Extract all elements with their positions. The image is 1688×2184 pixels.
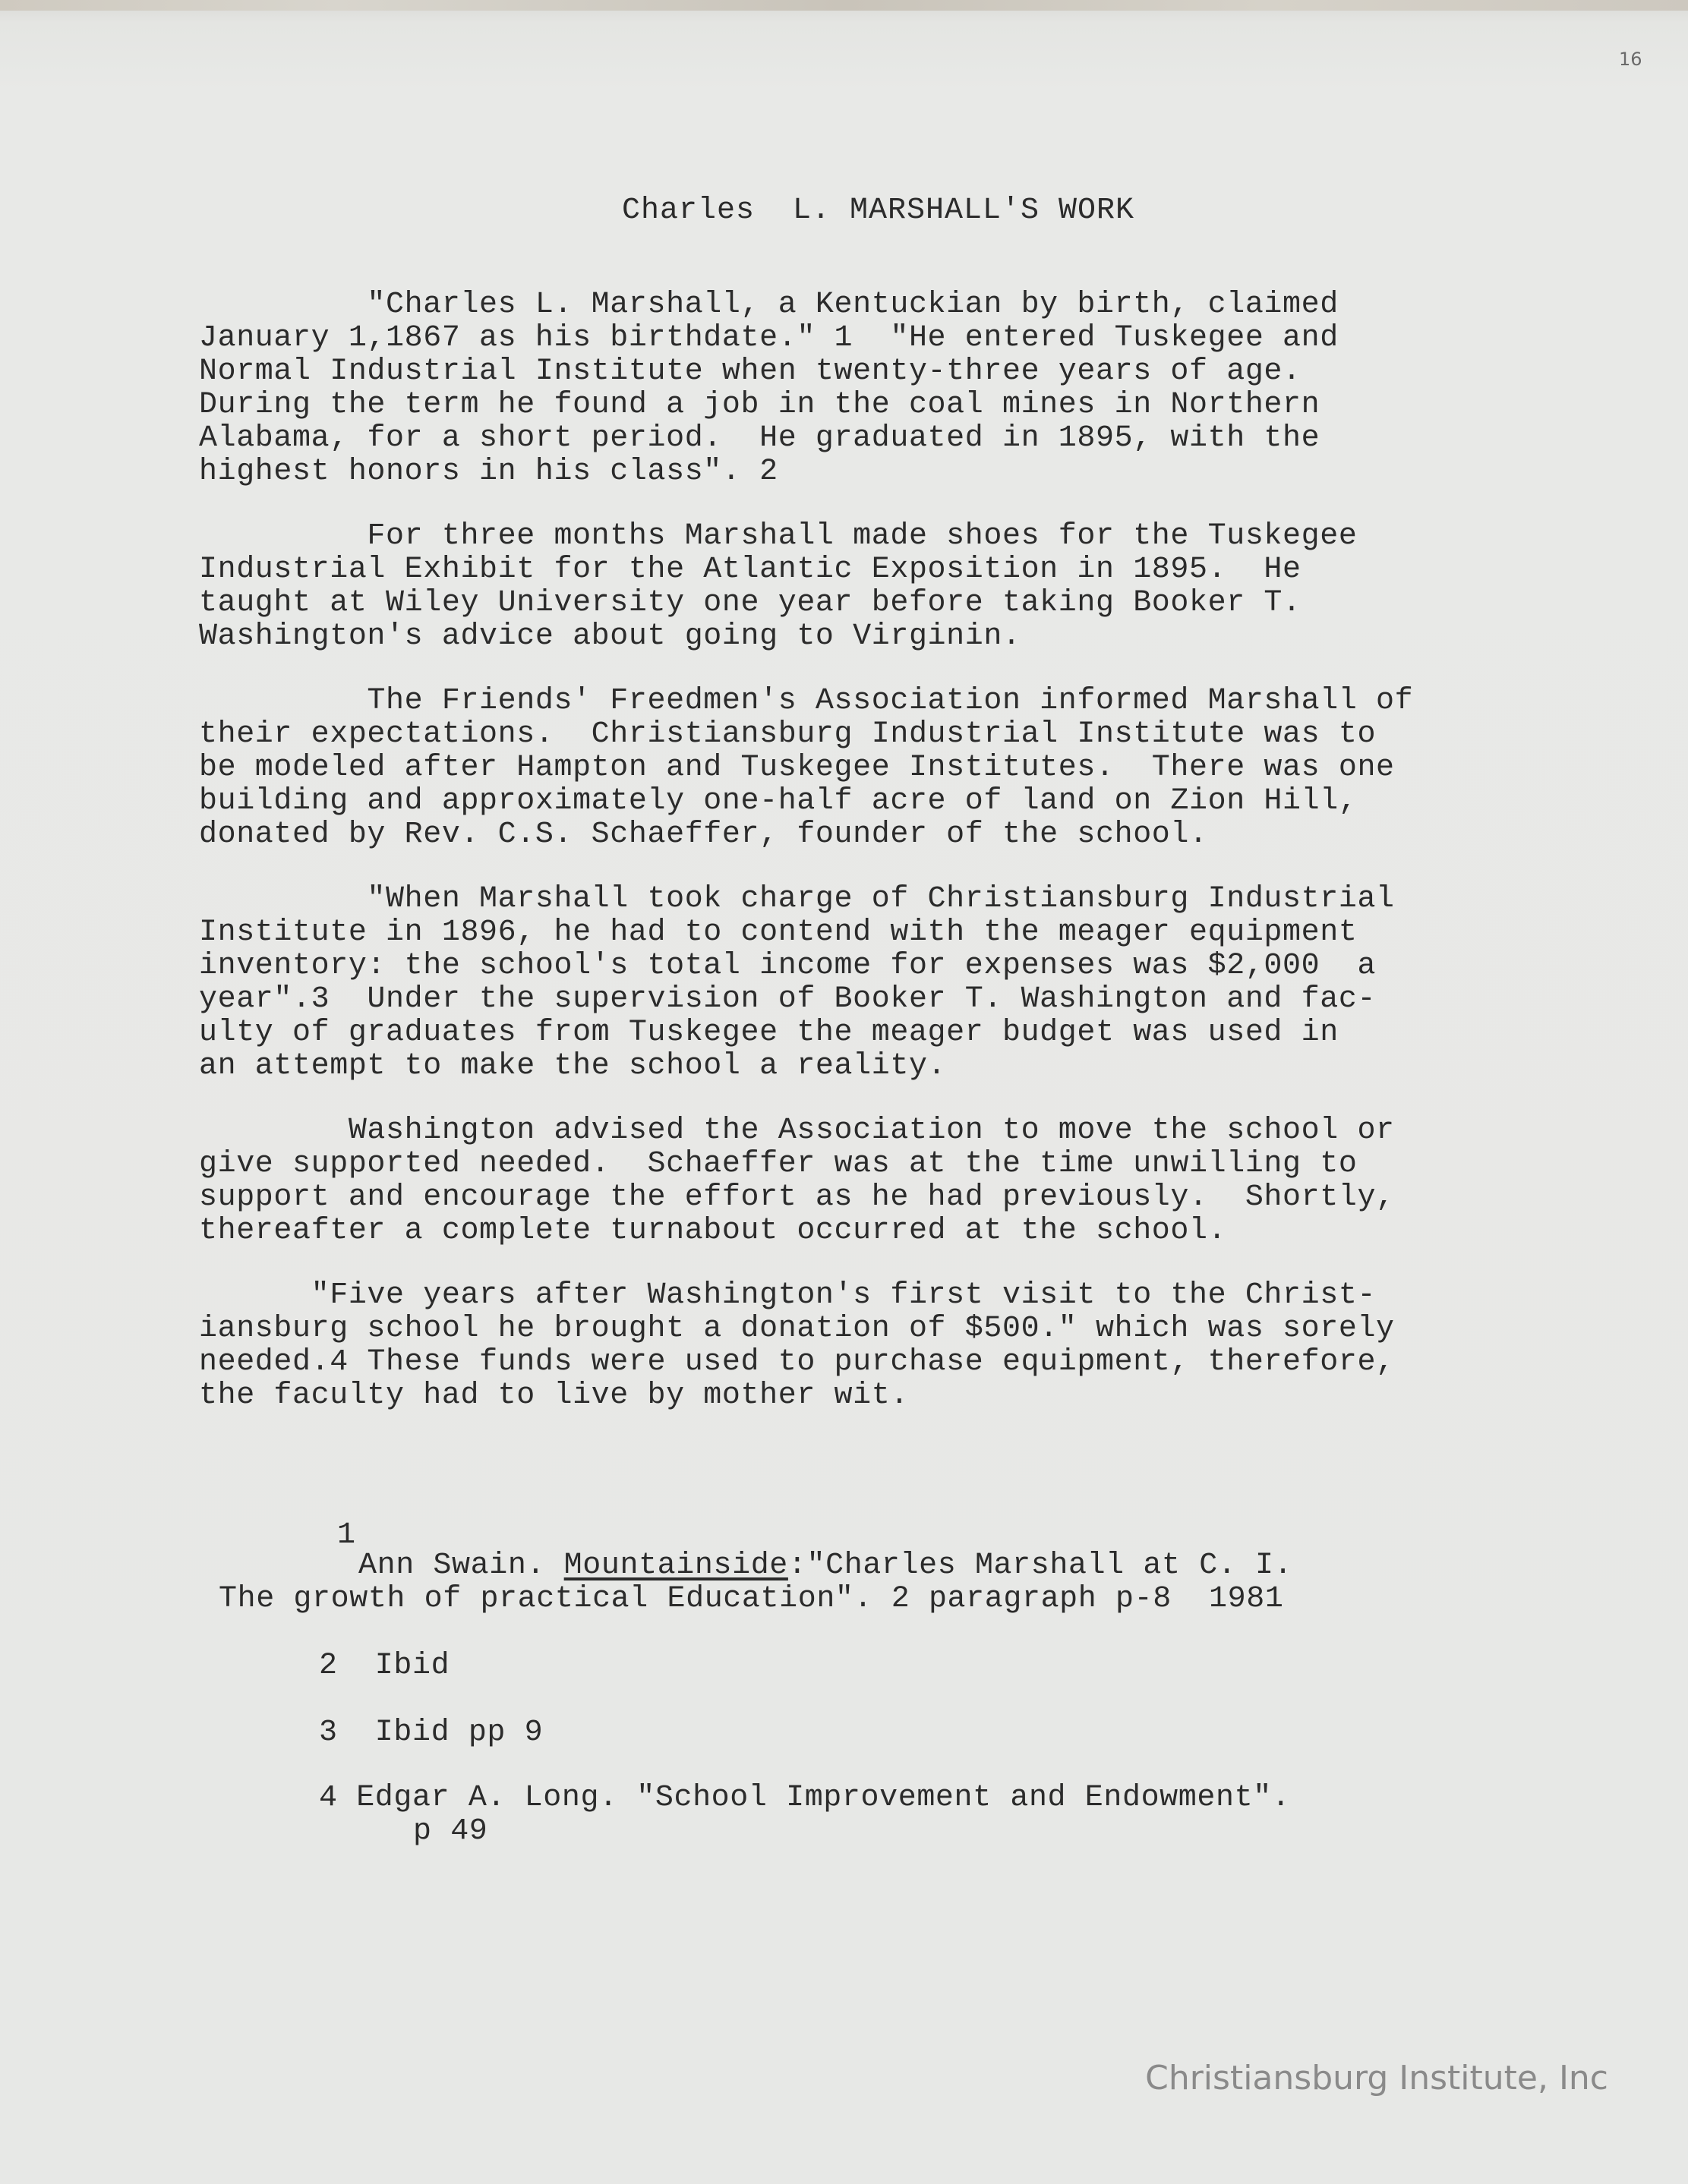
footnote-line: 2 Ibid — [319, 1649, 450, 1683]
footnote-4 — [199, 1781, 1505, 1848]
footnote-line: 3 Ibid pp 9 — [319, 1716, 544, 1750]
text-line: Alabama, for a short period. He graduated in 1895, with the — [199, 421, 1320, 455]
footnote-2 — [199, 1649, 1505, 1682]
document-title: Charles L. MARSHALL'S WORK — [621, 194, 1135, 228]
paragraph-3 — [199, 685, 1505, 852]
text-line: support and encourage the effort as he had previously. Shortly, — [199, 1180, 1395, 1215]
text-line: iansburg school he brought a donation of $500." which was sorely — [199, 1312, 1395, 1346]
footnote-line: The growth of practical Education". 2 paragraph p-8 1981 — [219, 1582, 1284, 1616]
text-line: "When Marshall took charge of Christiansburg Industrial — [199, 882, 1395, 916]
paragraph-4 — [199, 883, 1505, 1083]
text-line: Institute in 1896, he had to contend with the meager equipment — [199, 916, 1358, 950]
text-line: Washington advised the Association to move the school or — [199, 1114, 1395, 1148]
text-line: be modeled after Hampton and Tuskegee Institutes. There was one — [199, 751, 1395, 785]
text-line: January 1,1867 as his birthdate." 1 "He entered Tuskegee and — [199, 321, 1339, 355]
text-line: Washington's advice about going to Virginin. — [199, 619, 1021, 654]
paper-top-edge — [0, 0, 1688, 11]
text-line: The Friends' Freedmen's Association informed Marshall of — [199, 684, 1414, 718]
text-line: building and approximately one-half acre of land on Zion Hill, — [199, 784, 1358, 818]
text-line: donated by Rev. C.S. Schaeffer, founder of the school. — [199, 818, 1208, 852]
footnote-title-rest: :"Charles Marshall at C. I. — [787, 1549, 1293, 1583]
page-number: 16 — [1619, 49, 1642, 70]
text-line: inventory: the school's total income for expenses was $2,000 a — [199, 949, 1377, 983]
text-line: needed.4 These funds were used to purchase equipment, therefore, — [199, 1345, 1395, 1379]
text-line: the faculty had to live by mother wit. — [199, 1379, 909, 1413]
body-text — [199, 288, 1505, 1444]
footnote-author: Ann Swain. — [358, 1549, 564, 1583]
text-line: give supported needed. Schaeffer was at the time unwilling to — [199, 1147, 1358, 1181]
text-line: Normal Industrial Institute when twenty-three years of age. — [199, 355, 1301, 389]
footnote-number: 1 — [337, 1518, 356, 1552]
footnote-line: p 49 — [413, 1814, 488, 1848]
footnote-1 — [199, 1518, 1505, 1616]
paragraph-5 — [199, 1114, 1505, 1248]
footnote-line — [199, 1549, 1505, 1582]
text-line: thereafter a complete turnabout occurred at the school. — [199, 1214, 1227, 1248]
paragraph-1 — [199, 288, 1505, 489]
footnote-3 — [199, 1716, 1505, 1749]
text-line: highest honors in his class". 2 — [199, 455, 778, 489]
footnote-line: 4 Edgar A. Long. "School Improvement and Endowment". — [319, 1781, 1291, 1815]
text-line: an attempt to make the school a reality. — [199, 1049, 947, 1083]
text-line: their expectations. Christiansburg Industrial Institute was to — [199, 717, 1377, 752]
text-line: Industrial Exhibit for the Atlantic Exposition in 1895. He — [199, 553, 1301, 587]
watermark: Christiansburg Institute, Inc — [1145, 2059, 1608, 2097]
text-line: For three months Marshall made shoes for the Tuskegee — [199, 519, 1358, 553]
text-line: year".3 Under the supervision of Booker T. Washington and fac- — [199, 982, 1377, 1016]
text-line: "Charles L. Marshall, a Kentuckian by birth, claimed — [199, 288, 1339, 322]
paragraph-2 — [199, 520, 1505, 654]
text-line: ulty of graduates from Tuskegee the meager budget was used in — [199, 1016, 1339, 1050]
text-line: During the term he found a job in the coal mines in Northern — [199, 388, 1320, 422]
footnote-source-title: Mountainside — [563, 1549, 788, 1583]
footnotes — [199, 1515, 1505, 1848]
text-line: taught at Wiley University one year before taking Booker T. — [199, 586, 1301, 620]
text-line: "Five years after Washington's first visit to the Christ- — [199, 1278, 1377, 1313]
paragraph-6 — [199, 1279, 1505, 1413]
